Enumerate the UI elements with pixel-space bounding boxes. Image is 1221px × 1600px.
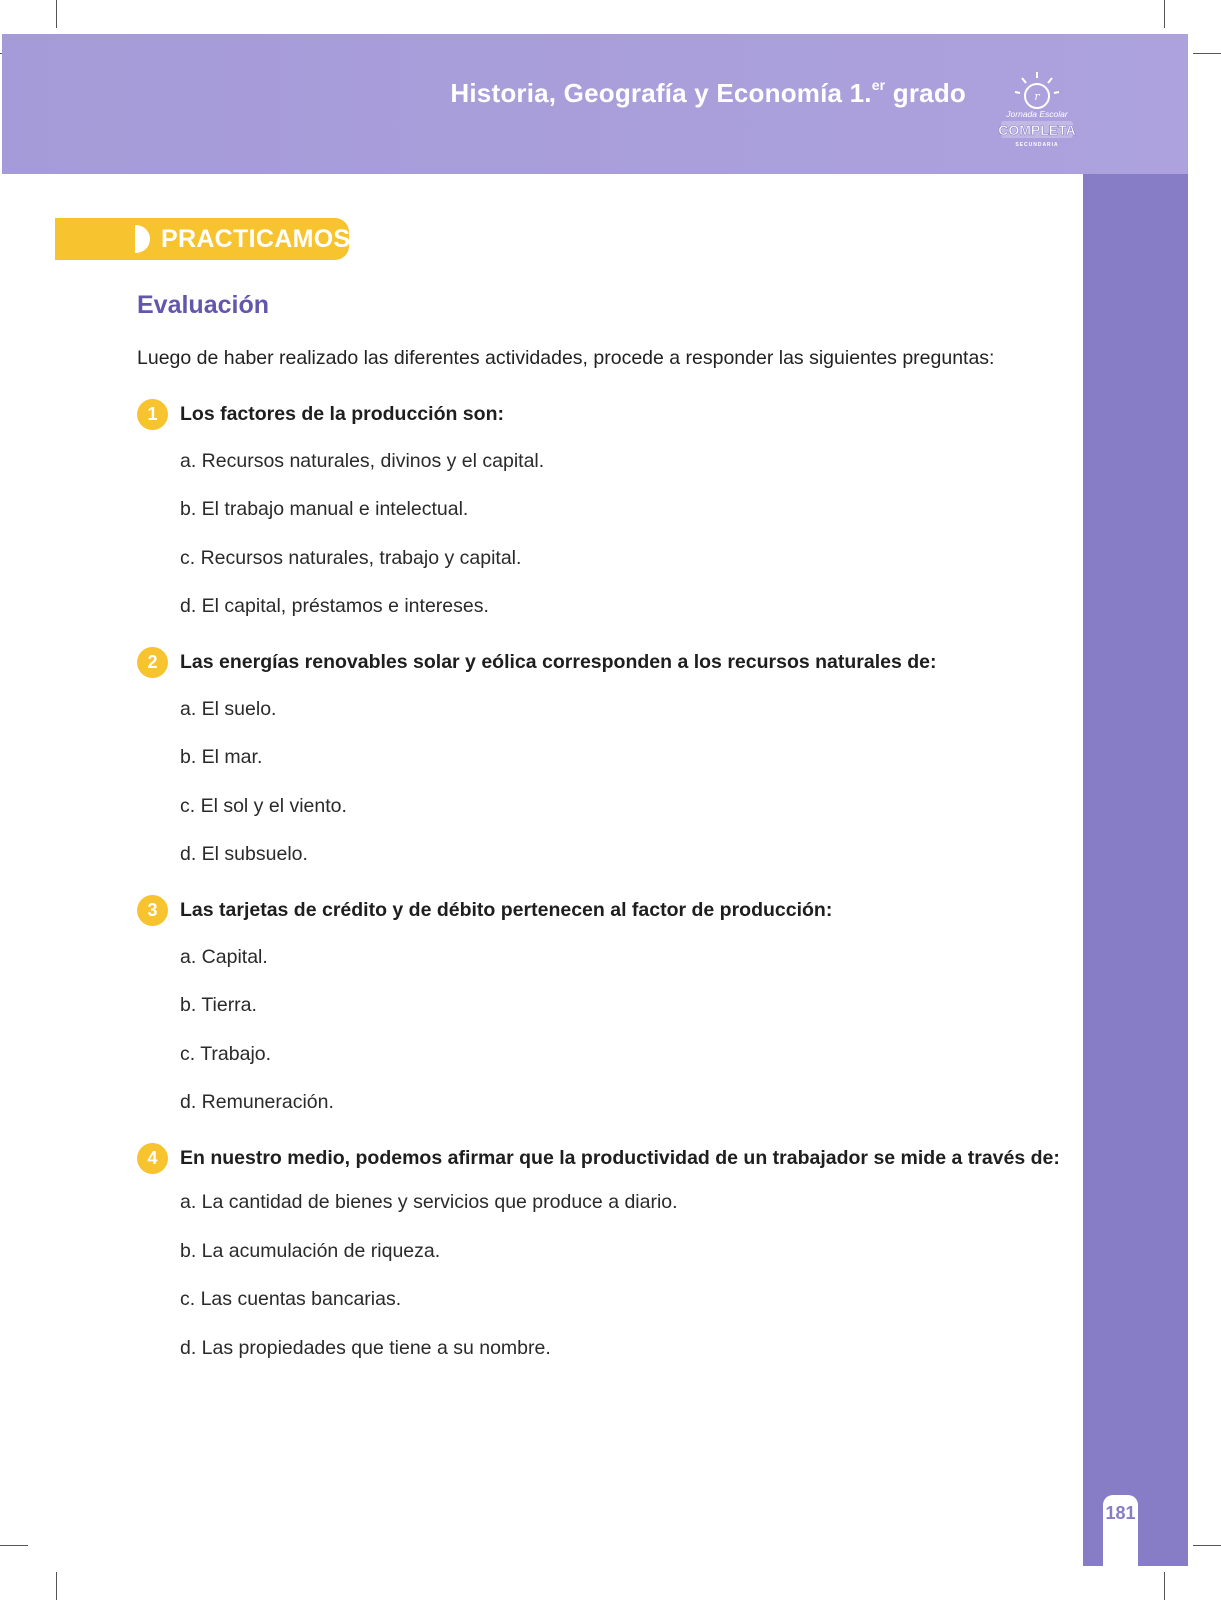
option-1b[interactable]: b. El trabajo manual e intelectual.	[180, 498, 469, 520]
option-3a[interactable]: a. Capital.	[180, 946, 268, 968]
intro-text: Luego de haber realizado las diferentes actividades, procede a responder las siguientes preguntas:	[137, 347, 995, 369]
crop-mark	[1193, 1545, 1221, 1546]
svg-text:r: r	[1034, 90, 1040, 103]
question-number-badge: 4	[137, 1143, 168, 1174]
question-text: En nuestro medio, podemos afirmar que la productividad de un trabajador se mide a través de:	[180, 1147, 1060, 1169]
header-title	[450, 78, 966, 109]
question-number-badge: 1	[137, 399, 168, 430]
crop-mark	[0, 1545, 28, 1546]
logo-text-bottom: SECUNDARIA	[1015, 142, 1059, 148]
option-4c[interactable]: c. Las cuentas bancarias.	[180, 1288, 402, 1310]
option-1d[interactable]: d. El capital, préstamos e intereses.	[180, 595, 489, 617]
header-title-sup: er	[871, 77, 886, 94]
option-3d[interactable]: d. Remuneración.	[180, 1091, 334, 1113]
question-text: Los factores de la producción son:	[180, 403, 504, 425]
crop-mark	[56, 1572, 57, 1600]
option-2c[interactable]: c. El sol y el viento.	[180, 795, 347, 817]
half-circle-icon	[135, 225, 150, 253]
crop-mark	[56, 0, 57, 28]
crop-mark	[1164, 1572, 1165, 1600]
option-2a[interactable]: a. El suelo.	[180, 698, 277, 720]
option-1c[interactable]: c. Recursos naturales, trabajo y capital.	[180, 547, 522, 569]
logo-text-top: Jornada Escolar	[1006, 109, 1068, 119]
side-band	[1083, 174, 1188, 1566]
option-1a[interactable]: a. Recursos naturales, divinos y el capital.	[180, 450, 545, 472]
page-number: 181	[1103, 1495, 1138, 1567]
practicamos-banner	[55, 218, 349, 260]
section-title: Evaluación	[137, 291, 269, 319]
option-4b[interactable]: b. La acumulación de riqueza.	[180, 1240, 441, 1262]
header-title-main: Historia, Geografía y Economía 1.	[450, 78, 872, 108]
crop-mark	[1193, 53, 1221, 54]
question-number-badge: 3	[137, 895, 168, 926]
question-number-badge: 2	[137, 647, 168, 678]
banner-label: PRACTICAMOS	[161, 225, 351, 253]
logo-text-main: COMPLETA	[998, 122, 1076, 138]
option-3b[interactable]: b. Tierra.	[180, 994, 257, 1016]
option-2b[interactable]: b. El mar.	[180, 746, 263, 768]
header-title-tail: grado	[892, 78, 966, 108]
option-2d[interactable]: d. El subsuelo.	[180, 843, 308, 865]
sun-logo-icon	[995, 62, 1079, 152]
option-4d[interactable]: d. Las propiedades que tiene a su nombre.	[180, 1337, 551, 1359]
question-text: Las energías renovables solar y eólica corresponden a los recursos naturales de:	[180, 651, 937, 673]
option-4a[interactable]: a. La cantidad de bienes y servicios que produce a diario.	[180, 1191, 678, 1213]
crop-mark	[1164, 0, 1165, 28]
option-3c[interactable]: c. Trabajo.	[180, 1043, 272, 1065]
question-text: Las tarjetas de crédito y de débito pertenecen al factor de producción:	[180, 899, 833, 921]
